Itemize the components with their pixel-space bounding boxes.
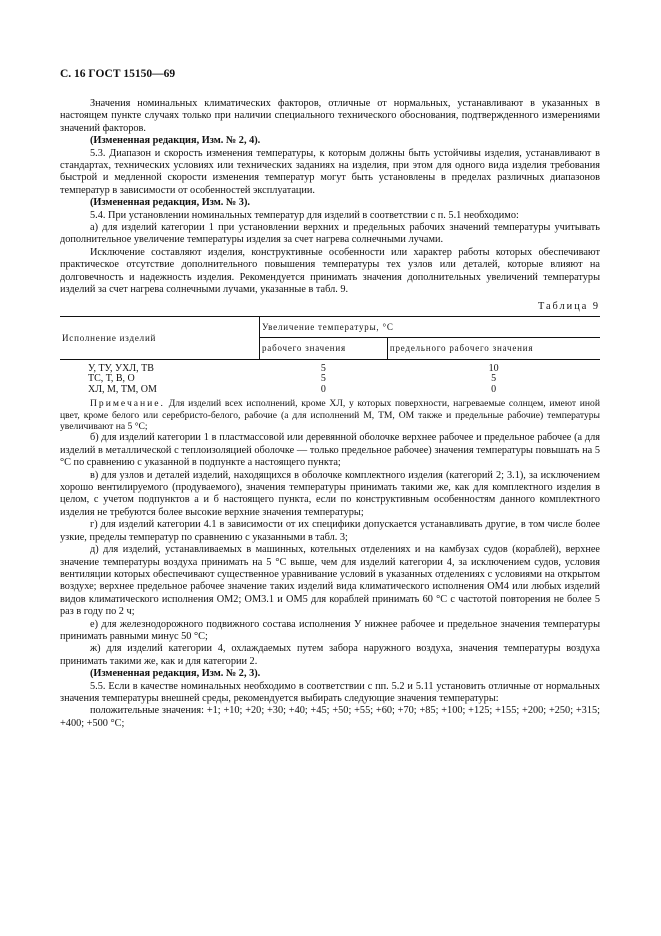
- note-text: Для изделий всех исполнений, кроме ХЛ, у которых поверхности, нагреваемые солнцем, имеют иной цвет, кроме белого или серебристо-белого, рабочие (а для исполнений М, ТМ, ОМ также и предельные рабочие) температуры увеличивают на 5 °С;: [60, 398, 600, 433]
- col-header-execution: Исполнение изделий: [60, 316, 260, 359]
- table-row: [60, 359, 600, 374]
- page-header: С. 16 ГОСТ 15150—69: [60, 68, 176, 80]
- cell-name: ТС, Т, В, О: [88, 373, 135, 385]
- col-header-working: рабочего значения: [260, 338, 388, 359]
- revision-note: (Измененная редакция, Изм. № 2, 4).: [90, 135, 261, 147]
- col-header-limit: предельного рабочего значения: [387, 338, 600, 359]
- table-caption: Таблица 9: [537, 300, 600, 312]
- revision-note: (Измененная редакция, Изм. № 2, 3).: [90, 668, 261, 680]
- paragraph: г) для изделий категории 4.1 в зависимости от их специфики допускается устанавливать другие, в том числе более узкие, пределы температур по сравнению с указанными в табл. 3;: [60, 519, 600, 543]
- cell-working: 5: [320, 373, 326, 385]
- paragraph: ж) для изделий категории 4, охлаждаемых путем забора наружного воздуха, значения температуры воздуха принимать такими же, как и для категории 2.: [60, 643, 600, 667]
- paragraph: б) для изделий категории 1 в пластмассовой или деревянной оболочке верхнее рабочее и предельное рабочее (а для изделий в металлической с теплоизоляцией оболочке — только предельное рабочее) значения температуры повышать на 5 °С по сравнению с указанной в подпункте а настоящего пункта;: [60, 432, 600, 469]
- paragraph: е) для железнодорожного подвижного состава исполнения У нижнее рабочее и предельное значения температуры принимать равными минус 50 °С;: [60, 618, 600, 642]
- paragraph: 5.4. При установлении номинальных температур для изделий в соответствии с п. 5.1 необходимо:: [90, 209, 519, 221]
- cell-working: 5: [320, 362, 326, 374]
- cell-limit: 10: [488, 362, 499, 374]
- col-header-group: Увеличение температуры, °С: [260, 316, 601, 337]
- table-row: [60, 385, 600, 396]
- revision-note: (Измененная редакция, Изм. № 3).: [90, 197, 250, 209]
- note-label: Примечание.: [90, 398, 165, 410]
- cell-name: У, ТУ, УХЛ, ТВ: [88, 362, 154, 374]
- cell-name: ХЛ, М, ТМ, ОМ: [88, 383, 157, 395]
- cell-limit: 0: [491, 383, 497, 395]
- temperature-table: [60, 316, 600, 395]
- cell-working: 0: [320, 383, 326, 395]
- paragraph: в) для узлов и деталей изделий, находящихся в оболочке комплектного изделия (категорий 2; 3.1), за исключением хорошо вентилируемого (продуваемого), значения температуры принимать такими же, как для комплектного изделия в целом, с учетом подпунктов а и б настоящего пункта, если по конструктивным особенностям данного комплектного изделия не требуются более высокие верхние значения температуры;: [60, 469, 600, 518]
- paragraph: д) для изделий, устанавливаемых в машинных, котельных отделениях и на камбузах судов (кораблей), верхнее значение температуры воздуха принимать на 5 °С выше, чем для изделий категории 4, за исключением судов, условия вентиляции которых обеспечивают существенное уравнивание условий в указанных отделениях с условиями на открытом воздухе; верхнее предельное рабочее значение таких изделий вида климатического исполнения ОМ4 или любых изделий видов климатического исполнения ОМ2; ОМ3.1 и ОМ5 для кораблей принимать 60 °С с частотой повторения не более 5 раз в году по 2 ч;: [60, 544, 600, 618]
- paragraph: 5.5. Если в качестве номинальных необходимо в соответствии с пп. 5.2 и 5.11 установить отличные от нормальных значения температуры внешней среды, рекомендуется выбирать следующие значения температуры:: [60, 680, 600, 704]
- document-body: [60, 98, 600, 730]
- paragraph: Исключение составляют изделия, конструктивные особенности или характер работы которых обеспечивают практическое отсутствие дополнительного повышения температуры тех узлов или деталей, которые влияют на долговечность и надежность изделия. Рекомендуется принимать значения дополнительных увеличений температуры изделий за счет нагрева солнечными лучами, указанные в табл. 9.: [60, 246, 600, 296]
- paragraph: Значения номинальных климатических факторов, отличные от нормальных, устанавливают в указанных в настоящем пункте случаях только при наличии специального технического обоснования, подтвержденного измерениями значений факторов.: [60, 98, 600, 134]
- table-note: [60, 398, 600, 432]
- paragraph: а) для изделий категории 1 при установлении верхних и предельных рабочих значений температуры учитывать дополнительное увеличение температуры изделия за счет нагрева солнечными лучами.: [60, 222, 600, 246]
- paragraph: 5.3. Диапазон и скорость изменения температуры, к которым должны быть устойчивы изделия, устанавливают в стандартах, технических условиях или технических заданиях на изделия, при этом для одного вида изделия требования быстрой и медленной скорости изменения температур могут быть установлены в пределах различных диапазонов температур в зависимости от особенностей эксплуатации.: [60, 147, 600, 196]
- paragraph: положительные значения: +1; +10; +20; +30; +40; +45; +50; +55; +60; +70; +85; +100; +125; +155; +200; +250; +315; +400; +500 °С;: [60, 705, 600, 729]
- cell-limit: 5: [491, 373, 497, 385]
